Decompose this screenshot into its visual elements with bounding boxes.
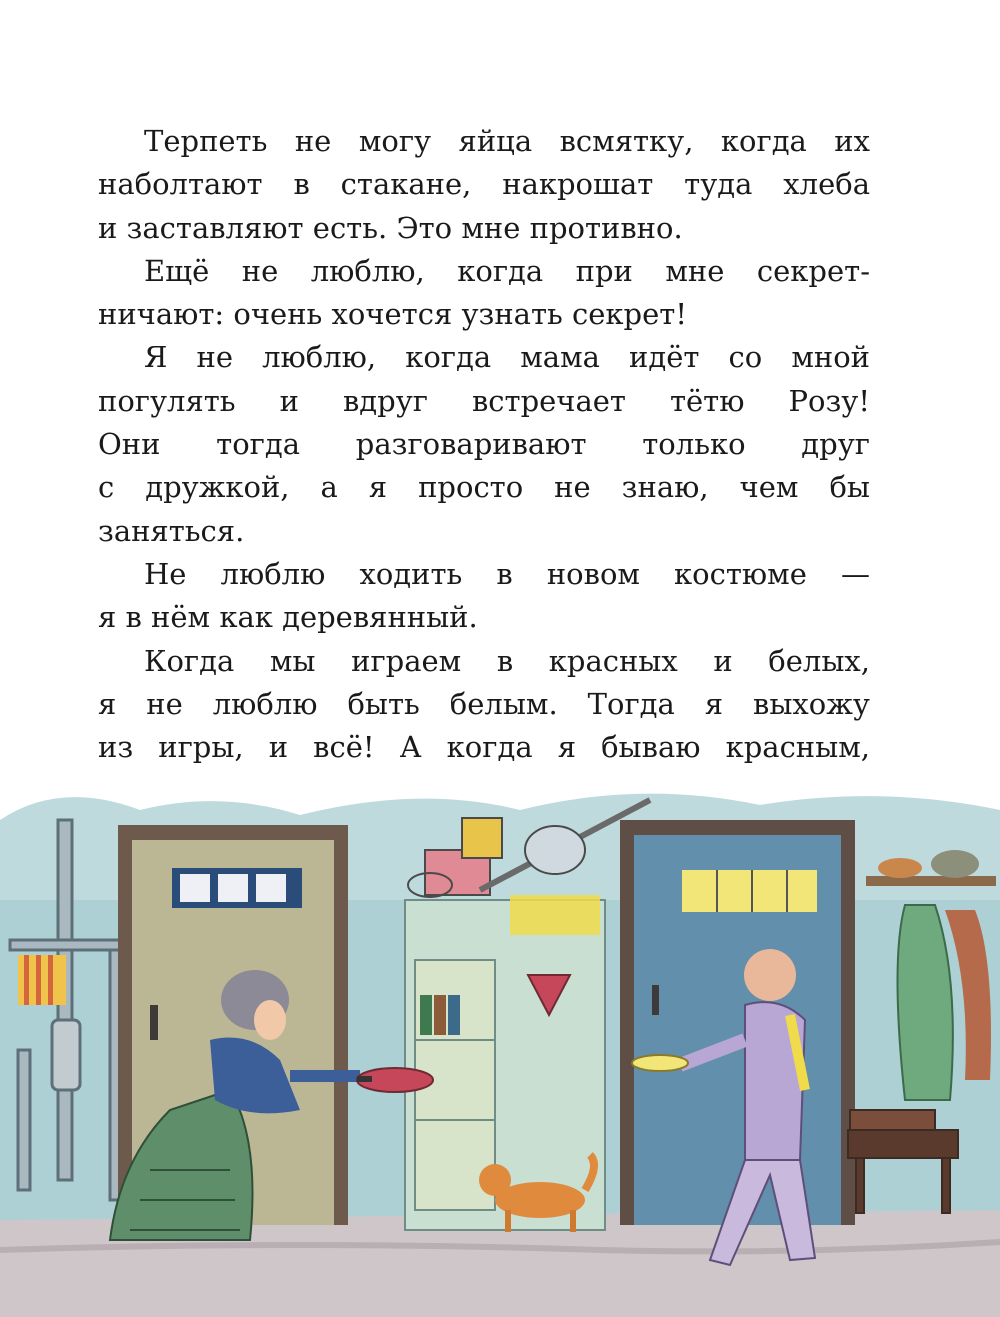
- right-door: [620, 820, 855, 1225]
- paragraph: [98, 120, 870, 250]
- text-line: ничают: очень хочется узнать секрет!: [98, 297, 687, 332]
- text-line: погулять и вдруг встречает тётю Розу!: [98, 383, 870, 418]
- text-line: и заставляют есть. Это мне противно.: [98, 210, 683, 245]
- corridor-illustration: [0, 780, 1000, 1317]
- text-line: Терпеть не могу яйца всмятку, когда их: [144, 124, 870, 158]
- text-line: Не люблю ходить в новом костюме —: [144, 556, 870, 591]
- text-line: Они тогда разговаривают только друг: [98, 427, 870, 462]
- text-line: с дружкой, а я просто не знаю, чем бы: [98, 470, 870, 505]
- text-line: Ещё не люблю, когда при мне секрет-: [144, 253, 870, 288]
- text-line: из игры, и всё! А когда я бываю красным,: [98, 730, 870, 765]
- text-line: Когда мы играем в красных и белых,: [144, 643, 870, 678]
- text-line: я в нём как деревянный.: [98, 600, 478, 635]
- paragraph: [98, 250, 870, 337]
- paragraph: [98, 553, 870, 640]
- text-line: Я не люблю, когда мама идёт со мной: [144, 340, 870, 375]
- paragraph: [98, 640, 870, 770]
- text-line: наболтают в стакане, накрошат туда хлеба: [98, 167, 870, 202]
- striped-towel: [18, 955, 66, 1005]
- paragraph: [98, 336, 870, 552]
- text-line: я не люблю быть белым. Тогда я выхожу: [98, 686, 870, 721]
- text-line: заняться.: [98, 513, 245, 548]
- story-text: [98, 120, 870, 769]
